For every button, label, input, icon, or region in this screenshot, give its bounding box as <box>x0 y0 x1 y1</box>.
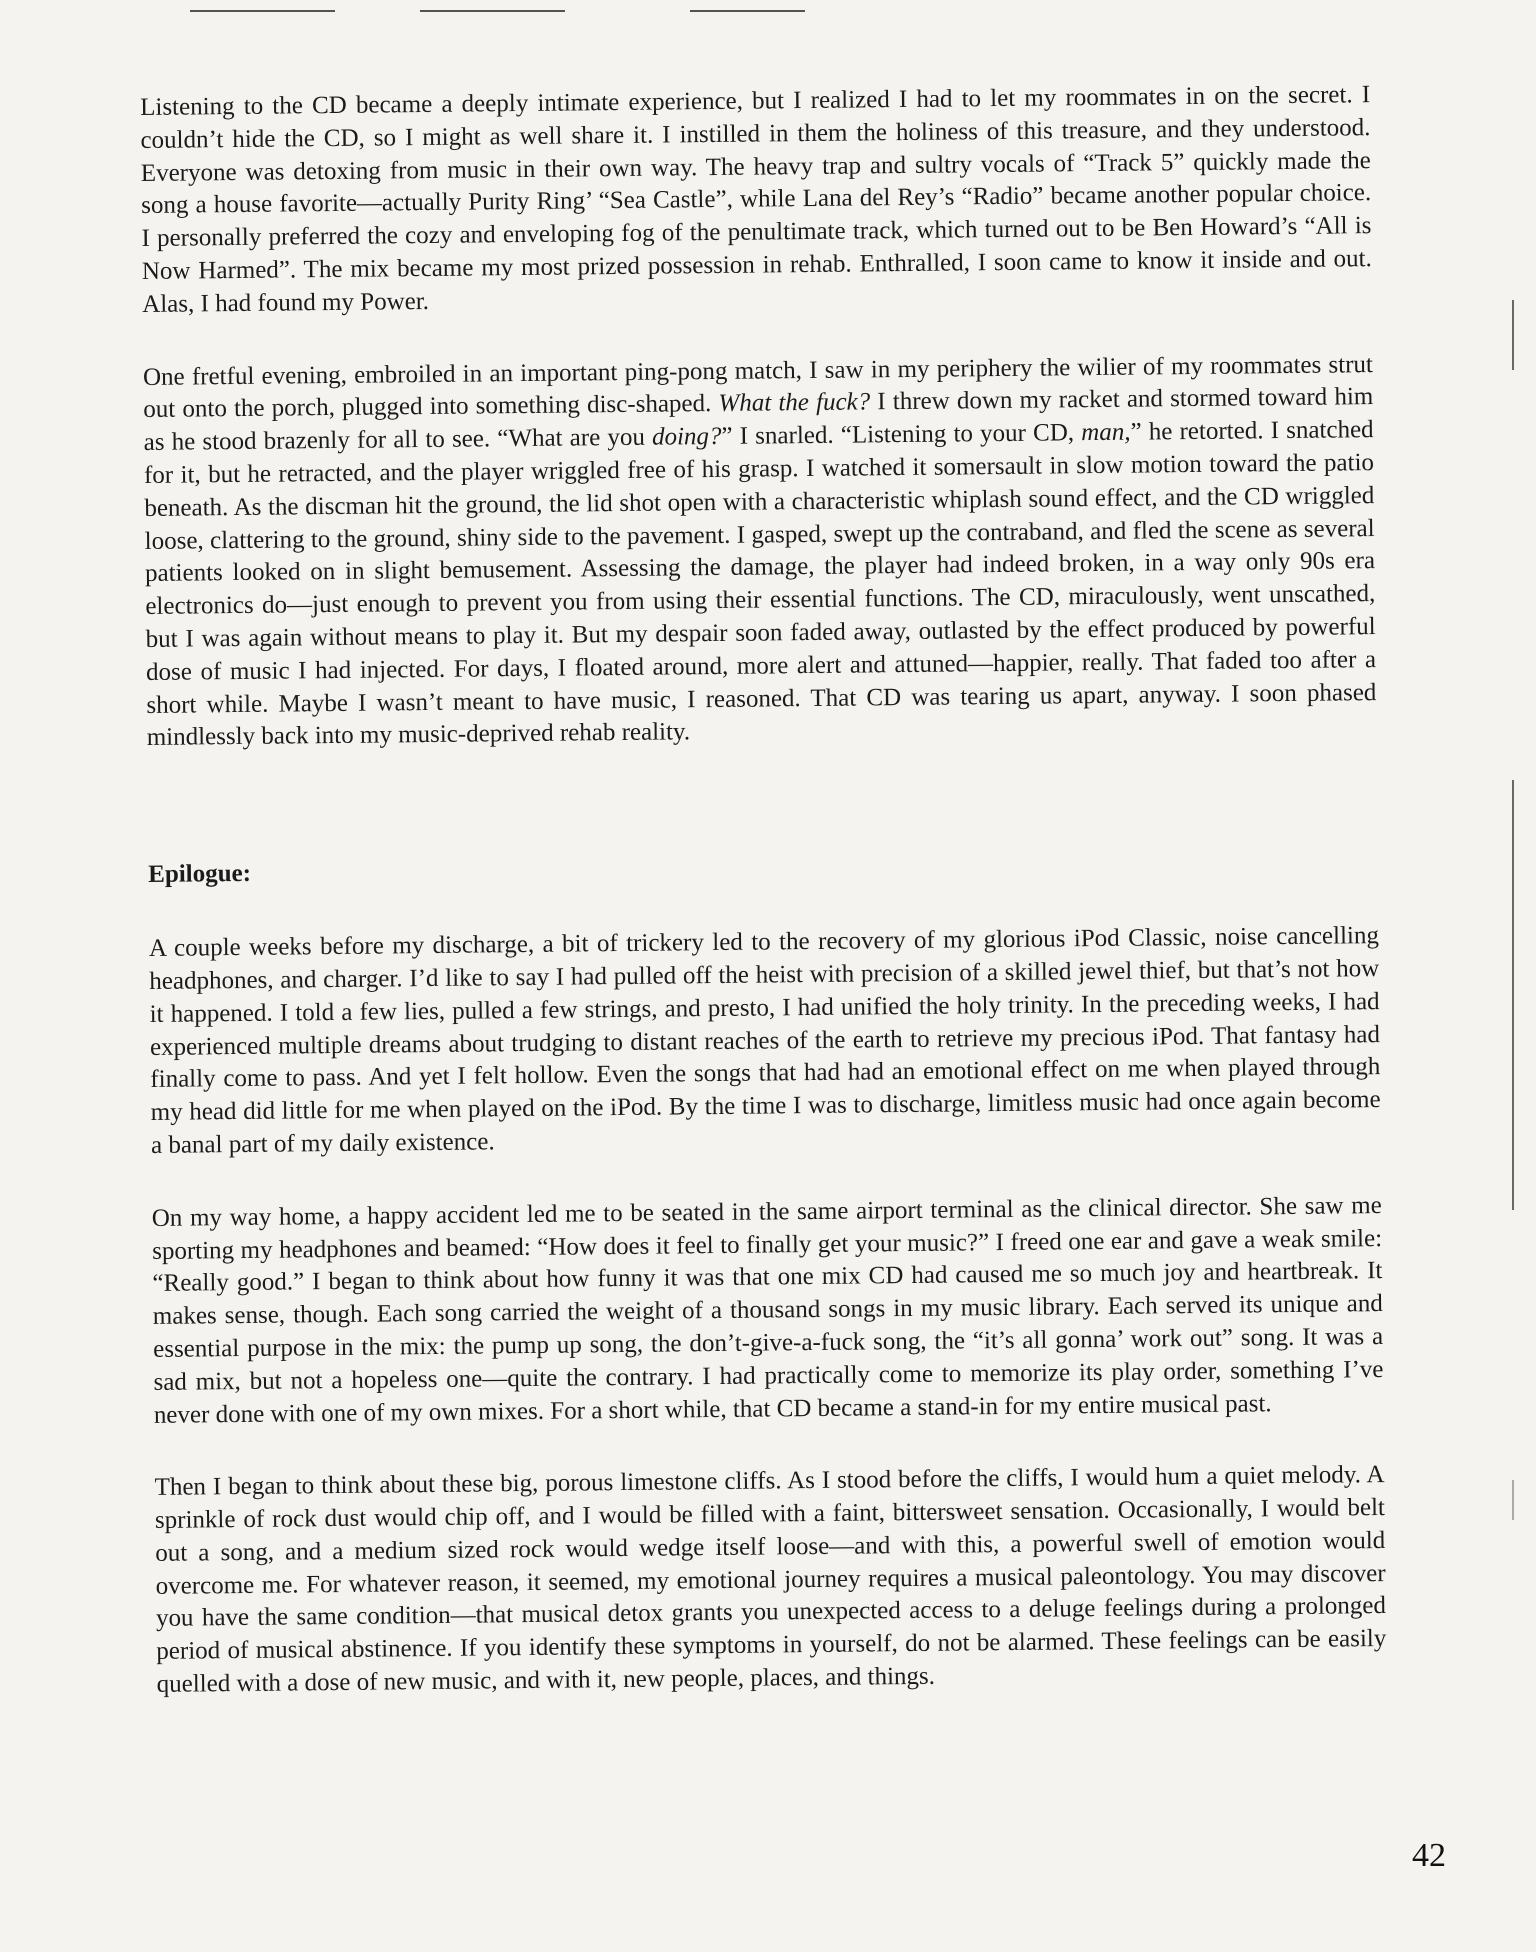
italic-phrase: doing? <box>651 423 722 451</box>
page-number: 42 <box>1412 1837 1446 1874</box>
epilogue-heading: Epilogue: <box>148 860 252 889</box>
italic-phrase: man, <box>1081 418 1131 447</box>
scan-artifact-rule <box>690 10 805 12</box>
paragraph-text: One fretful evening, embroiled in an important ping-pong match, I saw in my periphery the wilier of my roommates strut out onto the porch, plugged into something disc-shaped. <box>142 350 1374 424</box>
scan-artifact-rule <box>190 10 335 12</box>
paragraph-text: ” he retorted. I snatched for it, but he retracted, and the player wriggled free of his grasp. I watched it somersault in slow motion toward the patio beneath. As the discman hit the ground, the lid shot open with a characteristic whiplash sound effect, and the CD wriggled loose, clattering to the ground, shiny side to the pavement. I gasped, swept up the contraband, and fled the scene as several patients looked on in slight bemusement. Assessing the damage, the player had indeed broken, in a way only 90s era electronics do—just enough to prevent you from using their essential functions. The CD, miraculously, went unscathed, but I was again without means to play it. But my despair soon faded away, outlasted by the effect produced by powerful dose of music I had injected. For days, I floated around, more alert and attuned—happier, really. That faded too after a short while. Maybe I wasn’t meant to have music, I reasoned. That CD was tearing us apart, anyway. I soon phased mindlessly back into my music-deprived rehab reality. <box>143 416 1377 752</box>
paragraph-ping-pong <box>143 349 1377 755</box>
paragraph-text: ” I snarled. “Listening to your CD, <box>721 419 1082 451</box>
paragraph-ipod-recovery: A couple weeks before my discharge, a bit of trickery led to the recovery of my glorious iPod Classic, noise cancelling headphones, and charger. I’d like to say I had pulled off the heist with precision of a skilled jewel thief, but that’s not how it happened. I told a few lies, pulled a few strings, and presto, I had unified the holy trinity. In the preceding weeks, I had experienced multiple dreams about trudging to distant reaches of the earth to retrieve my precious iPod. That fantasy had finally come to pass. And yet I felt hollow. Even the songs that had had an emotional effect on me when played through my head did little for me when played on the iPod. By the time I was to discharge, limitless music had once again become a banal part of my daily existence. <box>148 922 1381 1159</box>
page-edge-line <box>1512 1480 1514 1520</box>
page-edge-line <box>1512 300 1514 370</box>
scan-artifact-rule <box>420 10 565 12</box>
paragraph-cd-sharing: Listening to the CD became a deeply intimate experience, but I realized I had to let my roommates in on the secret. I couldn’t hide the CD, so I might as well share it. I instilled in them the holiness of this treasure, and they understood. Everyone was detoxing from music in their own way. The heavy trap and sultry vocals of “Track 5” quickly made the song a house favorite—actually Purity Ring’ “Sea Castle”, while Lana del Rey’s “Radio” became another popular choice. I personally preferred the cozy and enveloping fog of the penultimate track, which turned out to be Ben Howard’s “All is Now Harmed”. The mix became my most prized possession in rehab. Enthralled, I soon came to know it inside and out. Alas, I had found my Power. <box>140 81 1372 318</box>
paragraph-airport: On my way home, a happy accident led me to be seated in the same airport terminal as the clinical director. She saw me sporting my headphones and beamed: “How does it feel to finally get your music?” I freed one ear and gave a weak smile: “Really good.” I began to think about how funny it was that one mix CD had caused me so much joy and heartbreak. It makes sense, though. Each song carried the weight of a thousand songs in my music library. Each served its unique and essential purpose in the mix: the pump up song, the don’t-give-a-fuck song, the “it’s all gonna’ work out” song. It was a sad mix, but not a hopeless one—quite the contrary. I had practically come to memorize its play order, something I’ve never done with one of my own mixes. For a short while, that CD became a stand-in for my entire musical past. <box>151 1191 1384 1429</box>
page-edge-line <box>1512 780 1514 1210</box>
paragraph-limestone-cliffs: Then I began to think about these big, porous limestone cliffs. As I stood before the cliffs, I would hum a quiet melody. A sprinkle of rock dust would chip off, and I would be filled with a faint, bittersweet sensation. Occasionally, I would belt out a song, and a medium sized rock would wedge itself loose—and with this, a powerful swell of emotion would overcome me. For whatever reason, it seemed, my emotional journey requires a musical paleontology. You may discover you have the same condition—that musical detox grants you unexpected access to a deluge feelings during a prolonged period of musical abstinence. If you identify these symptoms in yourself, do not be alarmed. These feelings can be easily quelled with a dose of new music, and with it, new people, places, and things. <box>154 1461 1387 1698</box>
paragraph-text: I threw down my racket and stormed toward him as he stood brazenly for all to see. “What are you <box>143 383 1374 457</box>
body-text <box>140 79 1387 1702</box>
italic-phrase: What the fuck? <box>718 388 871 418</box>
